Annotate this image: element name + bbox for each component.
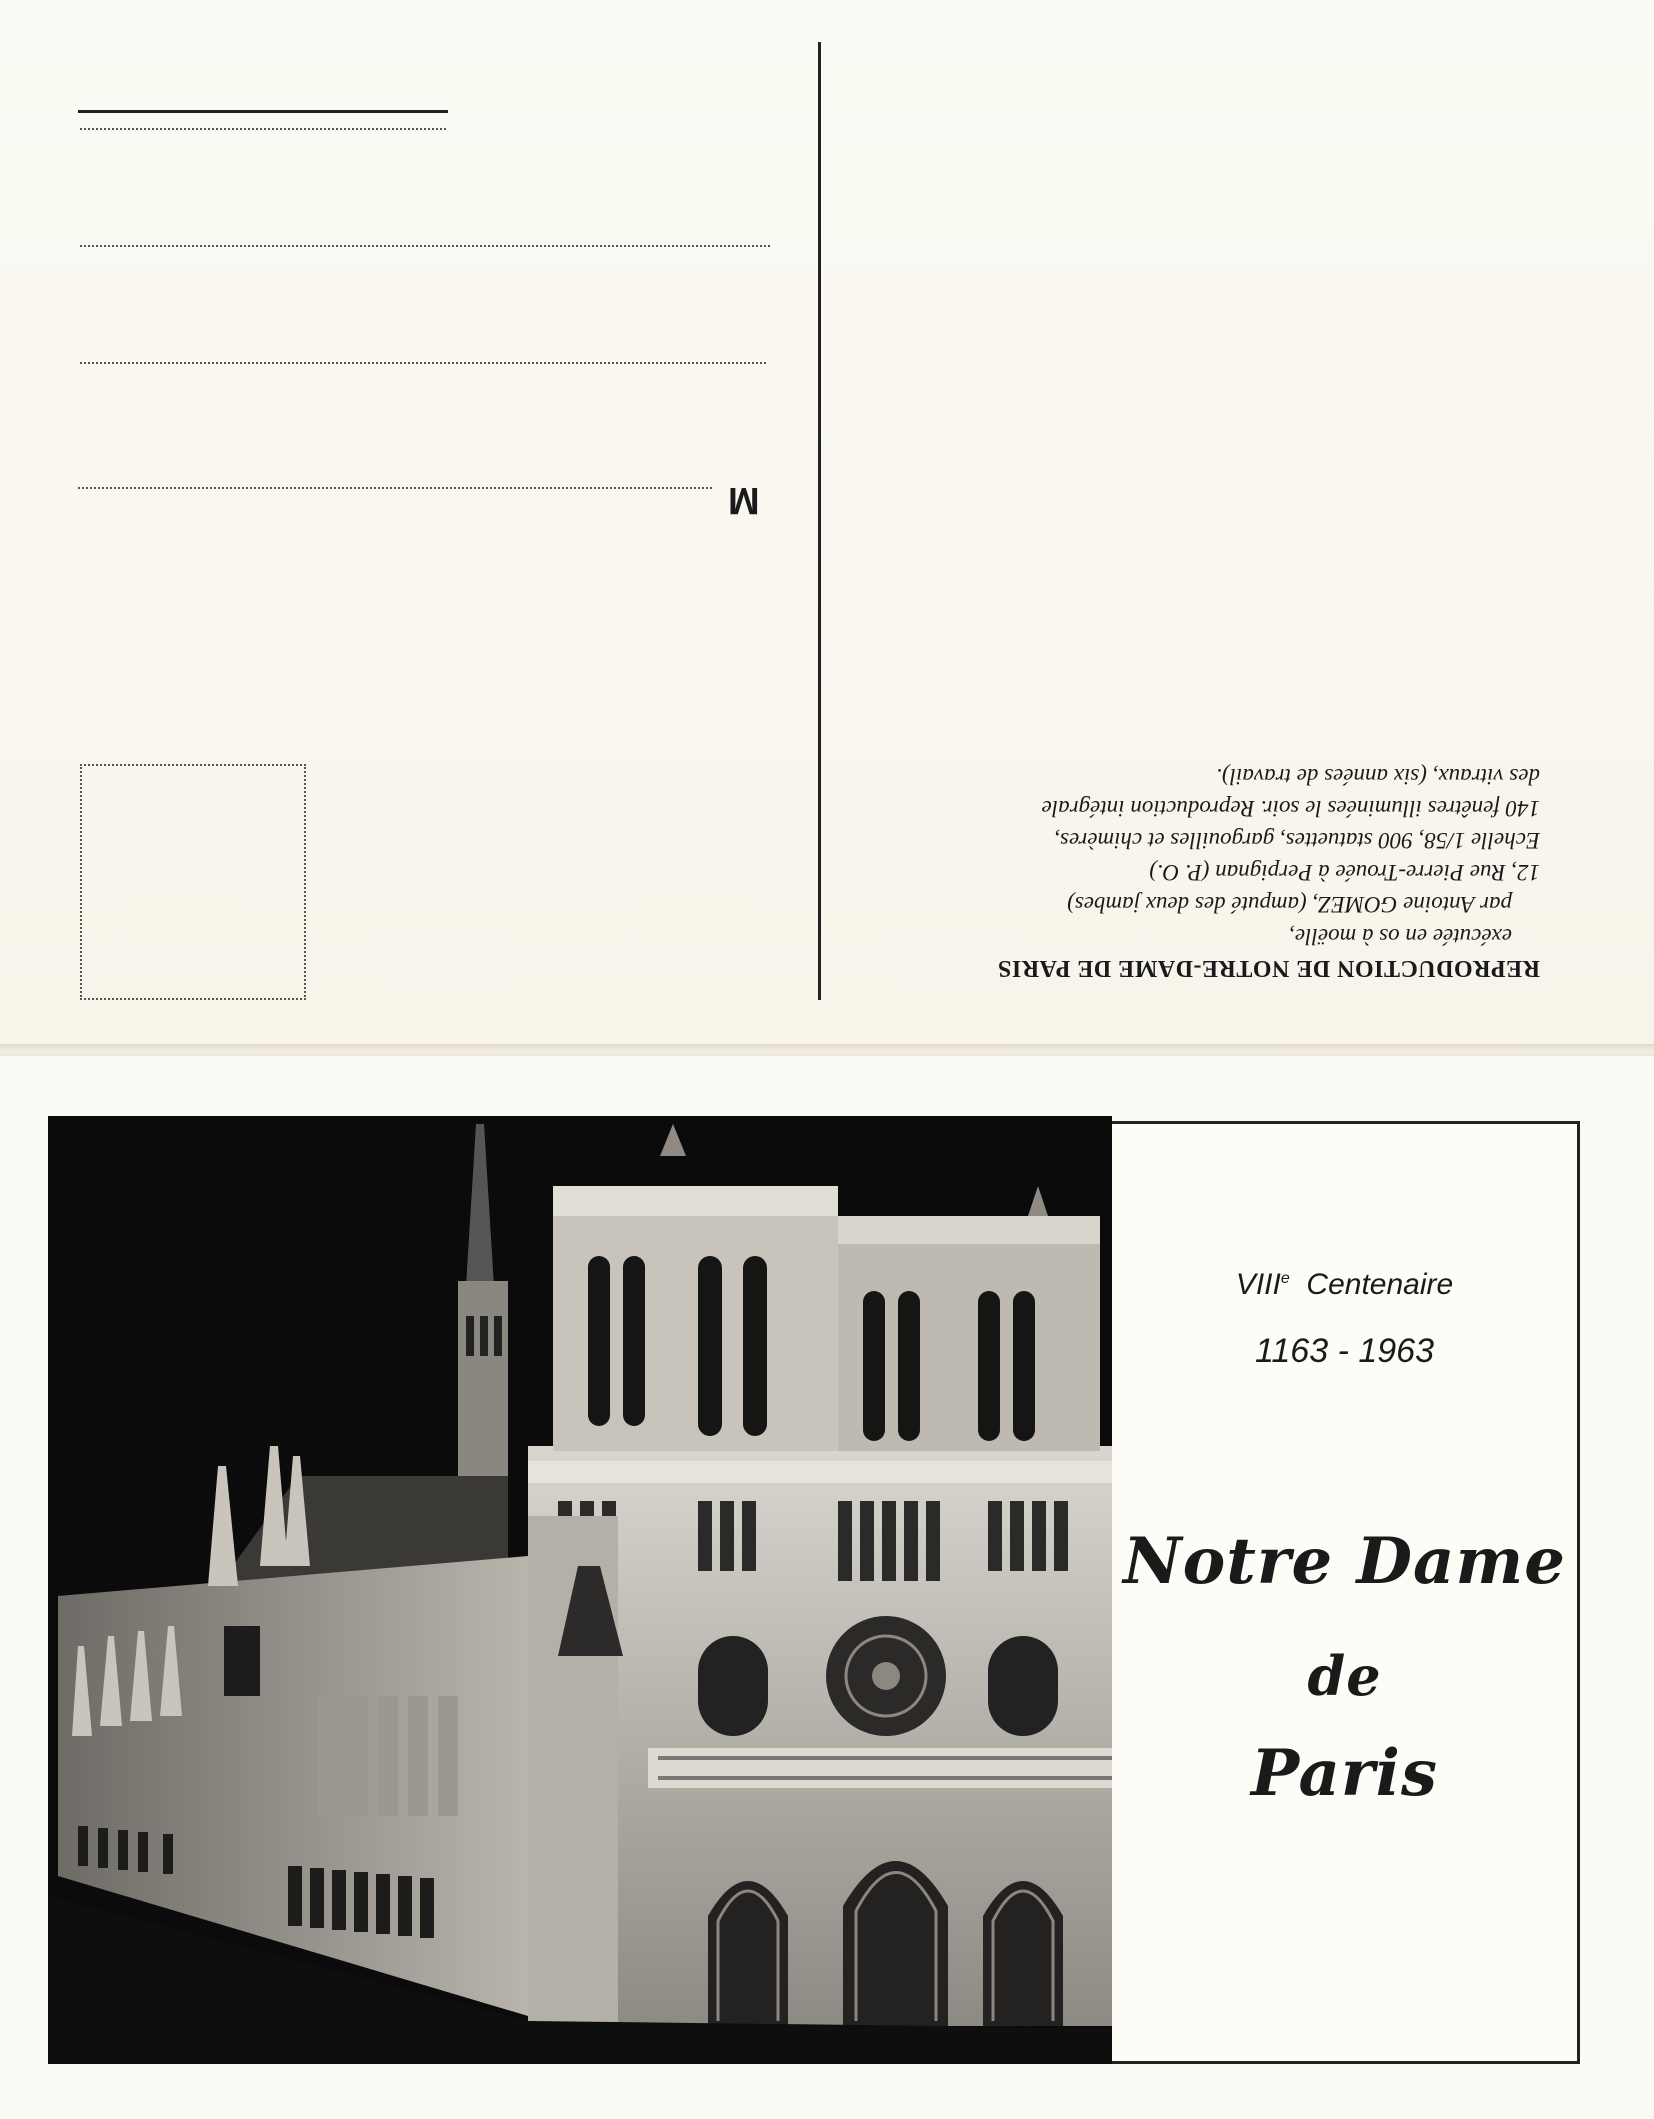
caption-line: des vitraux, (six années de travail).	[1216, 764, 1540, 789]
address-dotted-line	[80, 362, 766, 364]
address-dotted-line	[80, 245, 770, 247]
centenaire-label	[1112, 1268, 1577, 1302]
cathedral-photo	[48, 1116, 1112, 2064]
stamp-box	[80, 764, 306, 1000]
title-line-2: de	[1307, 1644, 1382, 1708]
card-back-panel	[0, 0, 1654, 1050]
caption-line: Echelle 1/58, 900 statuettes, gargouilles et chimères,	[1054, 828, 1540, 853]
caption-line: 12, Rue Pierre-Trouée à Perpignan (P. O.)	[1149, 860, 1540, 885]
address-dotted-line	[80, 128, 446, 130]
address-line-solid	[78, 110, 448, 113]
address-dotted-line	[78, 487, 712, 489]
years-label: 1163 - 1963	[1255, 1332, 1434, 1370]
title-line-3: Paris	[1251, 1736, 1438, 1811]
address-prefix: M	[728, 479, 760, 521]
caption-title: REPRODUCTION DE NOTRE-DAME DE PARIS	[997, 955, 1540, 981]
title-line-1: Notre Dame	[1123, 1524, 1566, 1599]
caption-line: 140 fenêtres illuminées le soir. Reproduction intégrale	[1041, 796, 1540, 821]
centenaire-sup: e	[1280, 1270, 1290, 1287]
caption-line: par Antoine GOMEZ, (amputé des deux jambes)	[1067, 892, 1512, 917]
cathedral-illustration	[48, 1116, 1112, 2064]
caption-block	[900, 760, 1540, 984]
centenaire-word: Centenaire	[1306, 1268, 1454, 1301]
centenaire-roman: VIII	[1235, 1268, 1281, 1301]
caption-line: exécutée en os à moëlle,	[1289, 924, 1512, 949]
center-divider	[818, 42, 821, 1000]
front-text-box	[1112, 1121, 1580, 2064]
